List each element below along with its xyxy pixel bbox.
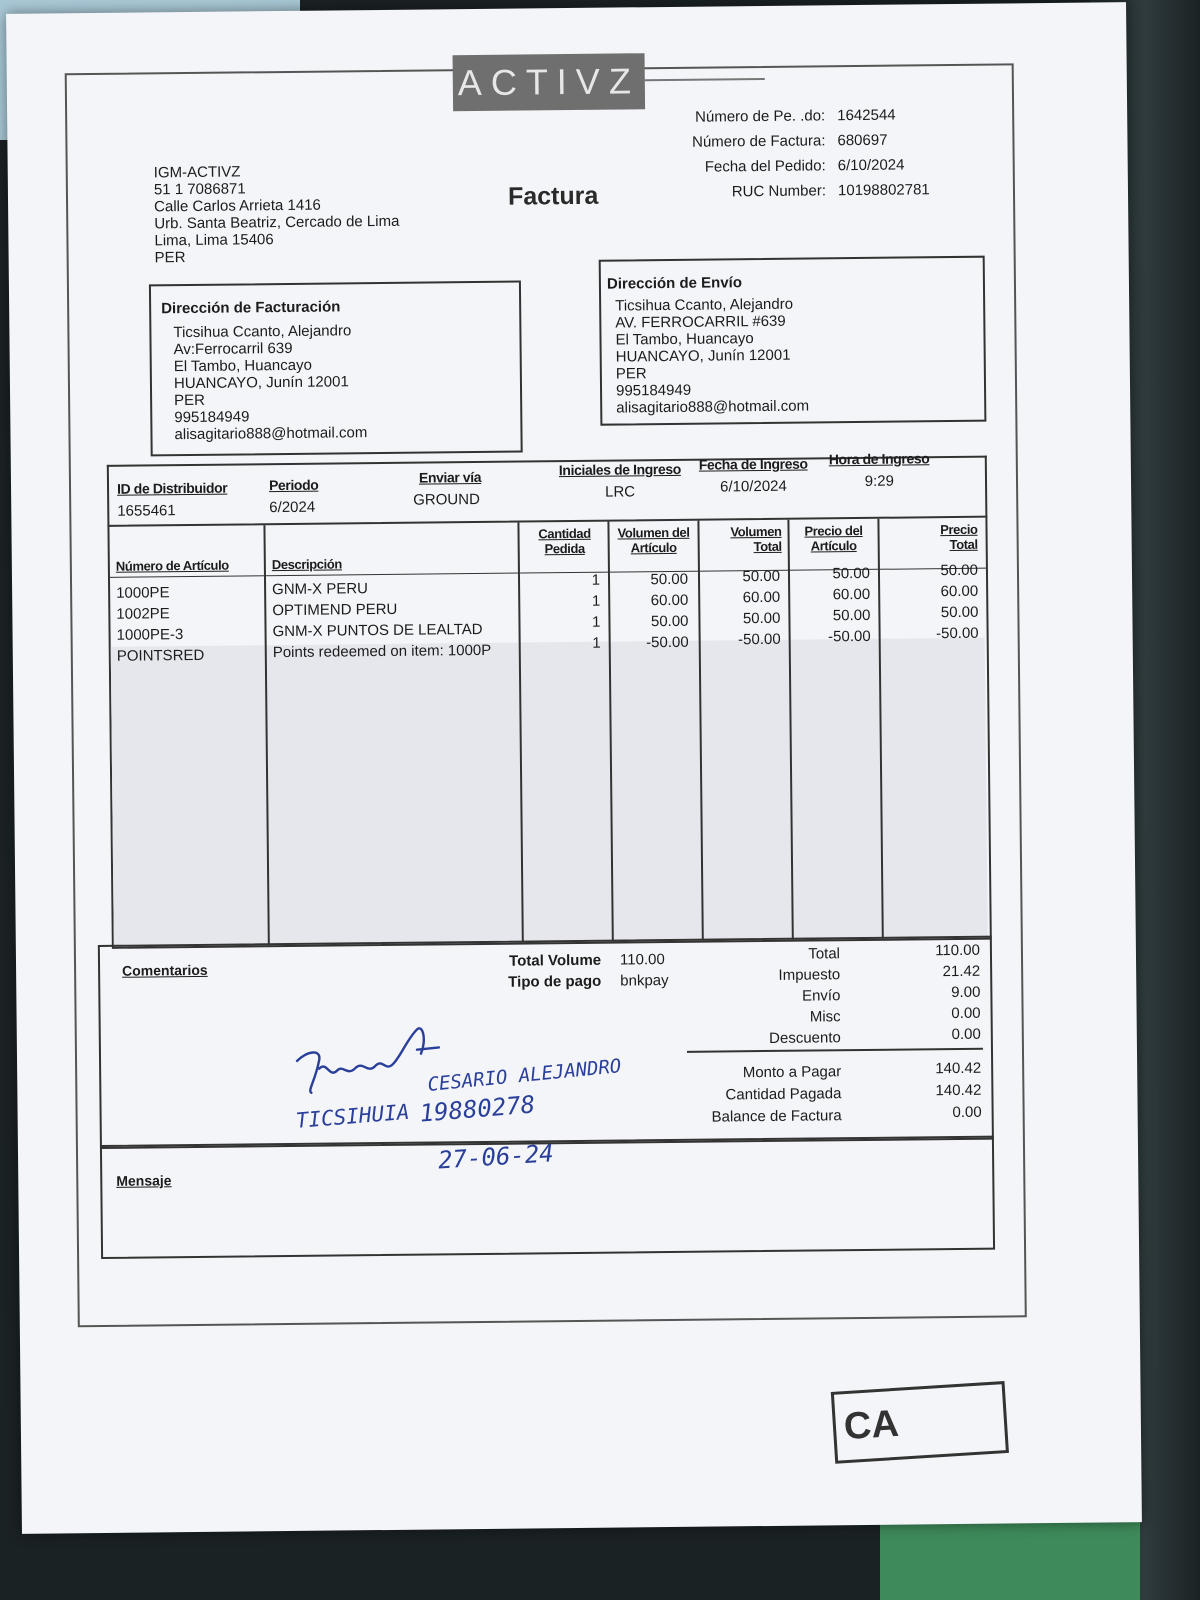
company-line: 51 1 7086871 bbox=[153, 180, 246, 199]
items-cantidad-column bbox=[524, 570, 601, 655]
comentarios-label: Comentarios bbox=[122, 961, 208, 979]
table-row: 60.00 bbox=[940, 582, 979, 601]
billing-line: Av:Ferrocarril 639 bbox=[173, 339, 293, 359]
total-volume-value: 110.00 bbox=[619, 951, 665, 969]
final-labels bbox=[697, 1061, 842, 1129]
summary-values bbox=[890, 940, 981, 1046]
col-articulo-header: Número de Artículo bbox=[115, 557, 229, 574]
billing-line: alisagitario888@hotmail.com bbox=[174, 424, 368, 444]
col-volumen-total-header: Volumen Total bbox=[730, 523, 782, 555]
table-shade bbox=[881, 638, 988, 937]
company-line: IGM-ACTIVZ bbox=[153, 163, 241, 182]
background-surface bbox=[880, 1520, 1140, 1600]
table-row: -50.00 bbox=[935, 624, 979, 643]
payment-labels bbox=[508, 950, 601, 993]
tipo-pago-value: bnkpay bbox=[620, 972, 669, 990]
billing-line: Ticsihua Ccanto, Alejandro bbox=[173, 322, 352, 342]
table-row: 1000PE-3 bbox=[116, 626, 184, 644]
tipo-pago-label: Tipo de pago bbox=[508, 972, 602, 991]
col-descripcion-header: Descripción bbox=[271, 556, 342, 573]
billing-line: El Tambo, Huancayo bbox=[173, 356, 312, 376]
shipping-line: El Tambo, Huancayo bbox=[615, 330, 754, 349]
col-volumen-header: Volumen del Artículo bbox=[617, 524, 690, 556]
page-title: Factura bbox=[507, 181, 599, 211]
table-row: 1 bbox=[591, 571, 601, 589]
summary-label: Total bbox=[808, 945, 841, 963]
enviar-label: Enviar vía bbox=[418, 468, 482, 486]
final-label: Balance de Factura bbox=[711, 1107, 842, 1126]
summary-value: 21.42 bbox=[942, 962, 981, 981]
table-row: -50.00 bbox=[738, 630, 781, 649]
mensaje-label: Mensaje bbox=[116, 1172, 172, 1189]
table-row: 60.00 bbox=[832, 585, 871, 604]
final-value: 140.42 bbox=[935, 1081, 982, 1100]
handwritten-date: 27-06-24 bbox=[437, 1139, 555, 1175]
iniciales-value: LRC bbox=[604, 483, 636, 501]
factura-label: Número de Factura: bbox=[691, 132, 826, 151]
items-table bbox=[107, 516, 991, 949]
shipping-lines bbox=[615, 296, 809, 417]
handwritten-name: CESARIO ALEJANDRO bbox=[426, 1055, 623, 1096]
total-volume-label: Total Volume bbox=[509, 951, 602, 970]
periodo-value: 6/2024 bbox=[269, 498, 316, 517]
table-row: 50.00 bbox=[832, 606, 871, 625]
company-line: PER bbox=[154, 249, 186, 267]
table-row: -50.00 bbox=[646, 633, 689, 652]
final-label: Monto a Pagar bbox=[742, 1063, 842, 1082]
periodo-label: Periodo bbox=[268, 476, 319, 494]
hora-ingreso-value: 9:29 bbox=[864, 472, 894, 490]
shipping-line: PER bbox=[615, 365, 647, 383]
items-volumen-column bbox=[612, 569, 689, 654]
table-row: 1000PE bbox=[116, 584, 170, 602]
ruc-label: RUC Number: bbox=[731, 182, 827, 201]
pedido-label: Número de Pe. .do: bbox=[695, 107, 826, 126]
summary-label: Envío bbox=[801, 987, 841, 1005]
summary-value: 110.00 bbox=[935, 941, 981, 960]
items-articulo-column bbox=[116, 582, 204, 667]
table-row: -50.00 bbox=[828, 627, 871, 646]
shipping-heading: Dirección de Envío bbox=[606, 274, 743, 293]
table-shade bbox=[791, 639, 882, 938]
summary-label: Impuesto bbox=[778, 966, 841, 984]
fecha-pedido-label: Fecha del Pedido: bbox=[704, 157, 826, 176]
col-precio-total-header: Precio Total bbox=[940, 521, 978, 553]
final-values bbox=[891, 1058, 982, 1125]
fecha-ingreso-value: 6/10/2024 bbox=[719, 477, 787, 496]
table-row: GNM-X PUNTOS DE LEALTAD bbox=[272, 620, 483, 641]
table-row: 50.00 bbox=[742, 567, 781, 586]
enviar-value: GROUND bbox=[413, 490, 480, 509]
table-row: 50.00 bbox=[650, 570, 689, 589]
shipping-line: Ticsihua Ccanto, Alejandro bbox=[615, 295, 794, 315]
iniciales-label: Iniciales de Ingreso bbox=[558, 460, 681, 479]
hora-ingreso-label: Hora de Ingreso bbox=[828, 450, 930, 468]
fecha-pedido-value: 6/10/2024 bbox=[837, 156, 905, 175]
final-value: 140.42 bbox=[935, 1059, 982, 1078]
billing-line: HUANCAYO, Junín 12001 bbox=[173, 373, 349, 393]
table-row: 50.00 bbox=[650, 612, 689, 631]
table-row: 1 bbox=[592, 634, 601, 652]
table-row: 1 bbox=[592, 613, 601, 631]
shipping-line: AV. FERROCARRIL #639 bbox=[615, 312, 786, 332]
col-cantidad-header: Cantidad Pedida bbox=[538, 525, 591, 557]
table-row: Points redeemed on item: 1000P bbox=[272, 641, 492, 662]
handwritten-dni: 19880278 bbox=[418, 1090, 537, 1128]
summary-value: 9.00 bbox=[951, 983, 981, 1002]
items-descripcion-column bbox=[272, 577, 491, 663]
items-precio-total-column bbox=[882, 560, 979, 645]
table-row: 50.00 bbox=[940, 561, 979, 580]
billing-heading: Dirección de Facturación bbox=[161, 298, 341, 318]
table-row: 60.00 bbox=[650, 591, 689, 610]
cargo-stamp: CA bbox=[831, 1381, 1009, 1464]
activz-logo: ACTIVZ bbox=[453, 53, 646, 111]
shipping-line: 995184949 bbox=[615, 381, 692, 400]
fecha-ingreso-label: Fecha de Ingreso bbox=[698, 455, 808, 473]
company-line: Calle Carlos Arrieta 1416 bbox=[154, 196, 321, 216]
ruc-value: 10198802781 bbox=[837, 181, 930, 200]
distribuidor-label: ID de Distribuidor bbox=[116, 479, 228, 497]
billing-lines bbox=[173, 322, 367, 443]
divider bbox=[687, 1048, 983, 1053]
company-line: Lima, Lima 15406 bbox=[154, 231, 274, 250]
table-shade bbox=[111, 645, 268, 945]
table-row: POINTSRED bbox=[116, 646, 205, 665]
table-row: 60.00 bbox=[742, 588, 781, 607]
billing-address-box bbox=[149, 281, 523, 457]
summary-value: 0.00 bbox=[951, 1025, 981, 1044]
table-row: 50.00 bbox=[832, 564, 871, 583]
pedido-value: 1642544 bbox=[837, 106, 896, 125]
invoice-paper bbox=[6, 2, 1142, 1534]
shipping-address-box bbox=[599, 256, 987, 426]
company-address bbox=[154, 162, 400, 267]
distribuidor-value: 1655461 bbox=[117, 502, 176, 520]
summary-value: 0.00 bbox=[951, 1004, 981, 1023]
table-shade bbox=[701, 640, 792, 939]
final-label: Cantidad Pagada bbox=[725, 1085, 842, 1104]
col-precio-header: Precio del Artículo bbox=[804, 522, 863, 554]
table-shade bbox=[521, 642, 612, 941]
items-volumen-total-column bbox=[702, 566, 781, 651]
final-value: 0.00 bbox=[952, 1103, 982, 1122]
payment-values bbox=[620, 949, 669, 992]
table-row: GNM-X PERU bbox=[272, 580, 369, 599]
table-row: 50.00 bbox=[742, 609, 781, 628]
order-info bbox=[667, 102, 930, 205]
factura-value: 680697 bbox=[837, 131, 888, 150]
table-row: OPTIMEND PERU bbox=[272, 600, 398, 620]
summary-label: Misc bbox=[809, 1008, 841, 1026]
handwritten-surname: TICSIHUIA bbox=[294, 1099, 411, 1133]
shipping-line: HUANCAYO, Junín 12001 bbox=[615, 346, 791, 366]
items-precio-column bbox=[792, 563, 871, 648]
table-row: 50.00 bbox=[940, 603, 979, 622]
shipping-line: alisagitario888@hotmail.com bbox=[616, 397, 810, 417]
billing-line: PER bbox=[174, 391, 206, 410]
table-shade bbox=[267, 643, 522, 944]
company-line: Urb. Santa Beatriz, Cercado de Lima bbox=[154, 212, 400, 233]
table-row: 1002PE bbox=[116, 605, 170, 623]
table-shade bbox=[611, 641, 702, 940]
billing-line: 995184949 bbox=[174, 408, 250, 427]
summary-labels bbox=[740, 943, 841, 1049]
summary-label: Descuento bbox=[769, 1029, 841, 1047]
table-row: 1 bbox=[591, 592, 601, 610]
